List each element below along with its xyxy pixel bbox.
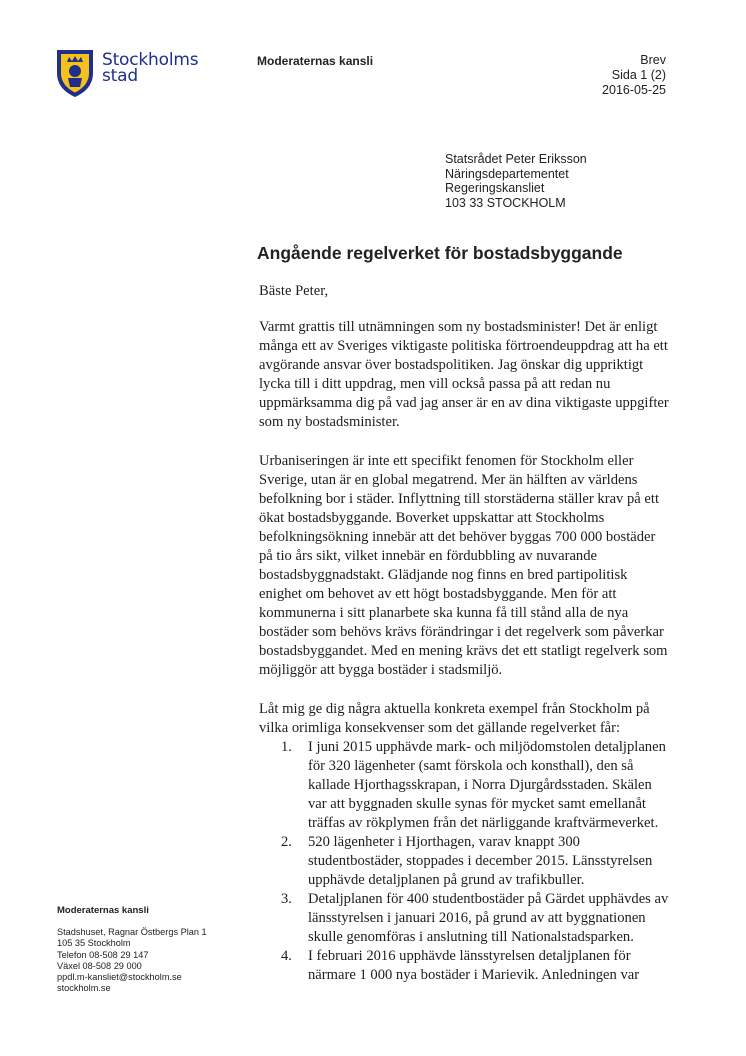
logo-wordmark	[102, 52, 198, 84]
footer-phone: Telefon 08-508 29 147	[57, 949, 149, 960]
paragraph-examples-intro: Låt mig ge dig några aktuella konkreta exempel från Stockholm på vilka orimliga konsekvenser som det gällande regelverket får:	[259, 701, 650, 736]
document-meta	[602, 53, 666, 98]
list-item-number: 2.	[281, 834, 292, 850]
footer-contact	[57, 905, 207, 994]
recipient-line: Regeringskansliet	[445, 181, 545, 195]
stockholms-stad-logo	[54, 47, 198, 99]
footer-postal: 105 35 Stockholm	[57, 938, 131, 949]
paragraph-congratulations: Varmt grattis till utnämningen som ny bostadsminister! Det är enligt många ett av Sveriges viktigaste politiska förtroendeuppdrag att ha ett avgörande ansvar över bostadspolitiken. Jag önskar dig uppriktigt lycka till i ditt uppdrag, men vill också passa på att redan nu uppmärksamma dig på vad jag anser är en av dina viktigaste uppgifter som ny bostadsminister.	[259, 319, 669, 430]
stockholm-crest-icon	[54, 47, 96, 99]
logo-line-1: Stockholms	[102, 50, 199, 70]
list-item-text: I juni 2015 upphävde mark- och miljödomstolen detaljplanen för 320 lägenheter (samt förskola och konsthall), den så kallade Hjorthagsskrapan, i Norra Djurgårdsstaden. Skälen var att byggnaden skulle synas för mycket samt emellanåt träffas av rökplymen från det närliggande kraftvärmeverket.	[308, 739, 666, 831]
document-date: 2016-05-25	[602, 83, 666, 97]
paragraph-urbanisation: Urbaniseringen är inte ett specifikt fenomen för Stockholm eller Sverige, utan är en global megatrend. Mer än hälften av världens befolkning bor i städer. Inflyttning till storstäderna ställer krav på ett ökat bostadsbyggande. Boverket uppskattar att Stockholms befolkningsökning innebär att det behöver byggas 700 000 bostäder på tio års sikt, vilket innebär en fördubbling av nuvarande bostadsbyggnadstakt. Glädjande nog finns en bred partipolitisk enighet om behovet av ett högt bostadsbyggande. Men för att kommunerna i sitt planarbete ska kunna få till stånd alla de nya bostäder som behövs krävs förändringar i det regelverk som påverkar bostadsbyggandet. Med en mening krävs det ett statligt regelverk som möjliggör att bygga bostäder i stadsmiljö.	[259, 453, 668, 678]
list-item-number: 3.	[281, 891, 292, 907]
letter-subject: Angående regelverket för bostadsbyggande	[257, 243, 623, 263]
list-item	[259, 890, 671, 947]
list-item	[259, 947, 671, 985]
page-indicator: Sida 1 (2)	[611, 68, 666, 82]
greeting: Bäste Peter,	[259, 283, 329, 299]
footer-website[interactable]: stockholm.se	[57, 983, 111, 994]
logo-line-2: stad	[102, 66, 138, 86]
recipient-line: 103 33 STOCKHOLM	[445, 195, 566, 210]
recipient-line: Näringsdepartementet	[445, 166, 569, 181]
list-item-number: 1.	[281, 739, 292, 755]
letter-body	[259, 282, 671, 985]
document-type: Brev	[640, 53, 666, 67]
footer-address: Stadshuset, Ragnar Östbergs Plan 1	[57, 927, 207, 938]
recipient-address	[445, 152, 587, 210]
sender-name: Moderaternas kansli	[257, 54, 374, 68]
footer-title: Moderaternas kansli	[57, 905, 149, 916]
list-item-text: Detaljplanen för 400 studentbostäder på Gärdet upphävdes av länsstyrelsen i januari 2016, på grund av att byggnationen skulle genomföras i anslutning till Nationalstadsparken.	[308, 891, 669, 945]
list-item	[259, 833, 671, 890]
footer-switchboard: Växel 08-508 29 000	[57, 960, 142, 971]
recipient-line: Statsrådet Peter Eriksson	[445, 152, 587, 166]
list-item-text: I februari 2016 upphävde länsstyrelsen detaljplanen för närmare 1 000 nya bostäder i Marievik. Anledningen var	[308, 948, 640, 983]
list-item	[259, 738, 671, 833]
list-item-number: 4.	[281, 948, 292, 964]
footer-email[interactable]: ppdl.m-kansliet@stockholm.se	[57, 972, 182, 983]
list-item-text: 520 lägenheter i Hjorthagen, varav knappt 300 studentbostäder, stoppades i december 2015. Länsstyrelsen upphävde detaljplanen på grund av trafikbuller.	[308, 834, 653, 888]
examples-list	[259, 738, 671, 985]
